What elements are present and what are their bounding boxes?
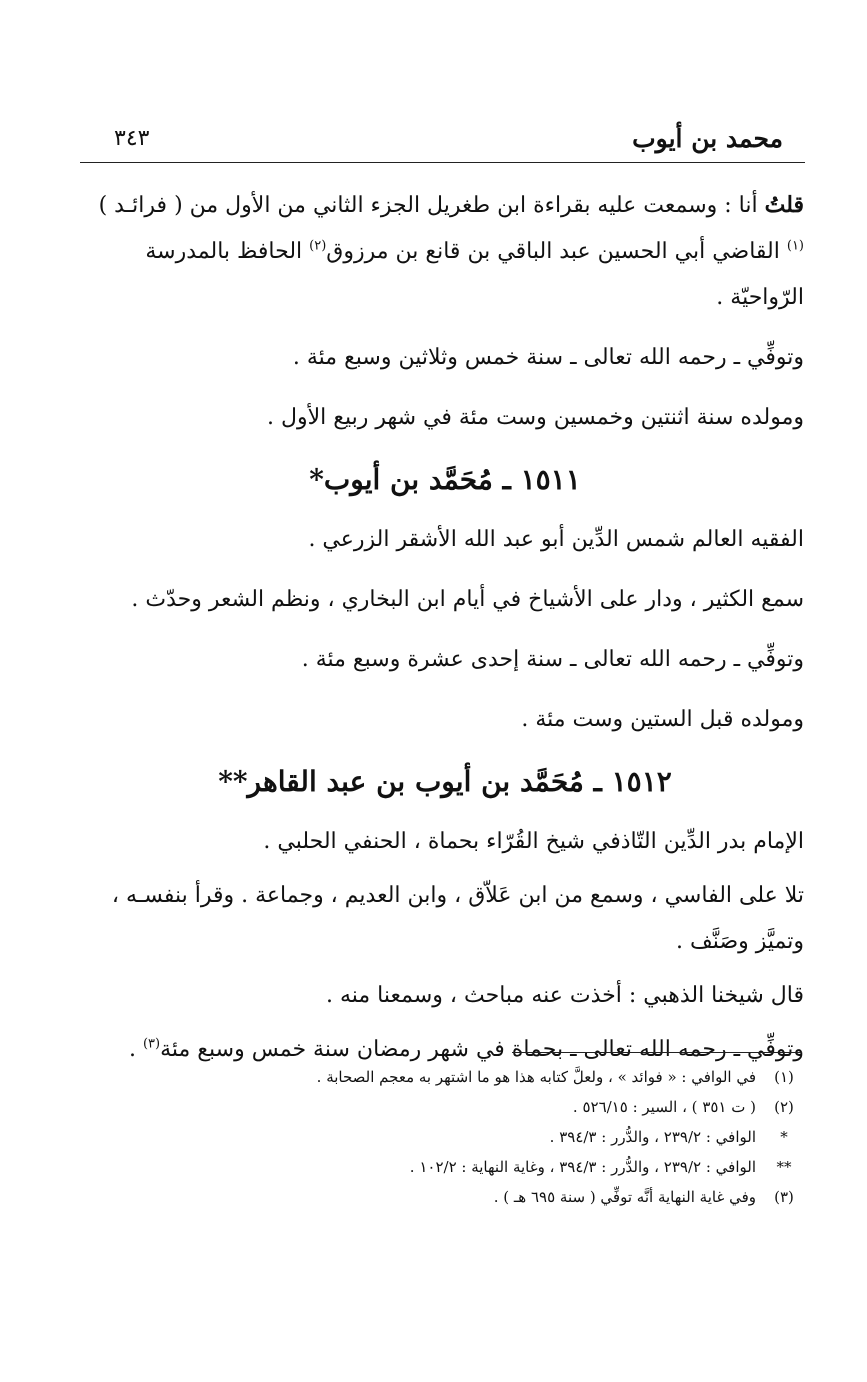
entry-1512-paragraph-4-text: وتوفِّي ـ رحمه الله تعالى ـ بحماة في شهر رمضان سنة خمس وسبع مئة <box>160 1037 804 1062</box>
footnote-item <box>200 1096 800 1118</box>
footnote-text: ( ت ٣٥١ ) ، السير : ٥٢٦/١٥ . <box>572 1098 756 1116</box>
footnote-ref-2: (٢) <box>309 238 327 254</box>
footnotes <box>200 1066 800 1216</box>
footnote-mark: (١) <box>774 1068 794 1086</box>
footnote-text: وفي غاية النهاية أنَّه توفِّي ( سنة ٦٩٥ هـ ) . <box>493 1188 756 1206</box>
footnote-mark: * <box>780 1128 788 1146</box>
footnote-item <box>200 1066 800 1088</box>
intro-paragraph-1-text: أنا : وسمعت عليه بقراءة ابن طغريل الجزء الثاني من الأول من ( فرائـد ) <box>98 193 765 218</box>
intro-paragraph-1-line2b: الحافظ بالمدرسة الرّواحيّة . <box>145 239 804 310</box>
entry-1512-paragraph-4-end: . <box>128 1037 143 1062</box>
intro-paragraph-1-line2a: القاضي أبي الحسين عبد الباقي بن قانع بن مرزوق <box>326 239 787 264</box>
intro-paragraph-1 <box>86 182 804 321</box>
footnote-text: في الوافي : « فوائد » ، ولعلَّ كتابه هذا هو ما اشتهر به معجم الصحابة . <box>316 1068 756 1086</box>
intro-paragraph-3: ومولده سنة اثنتين وخمسين وست مئة في شهر ربيع الأول . <box>266 405 804 430</box>
main-text <box>86 182 804 1081</box>
intro-paragraph-2: وتوفِّي ـ رحمه الله تعالى ـ سنة خمس وثلاثين وسبع مئة . <box>292 345 804 370</box>
footnote-text: الوافي : ٢٣٩/٢ ، والدُّرر : ٣٩٤/٣ . <box>549 1128 756 1146</box>
entry-1512-paragraph-1: الإمام بدر الدِّين التّاذفي شيخ القُرّاء بحماة ، الحنفي الحلبي . <box>263 829 804 854</box>
footnote-mark: ** <box>776 1158 792 1176</box>
footnote-mark: (٢) <box>774 1098 794 1116</box>
footnote-mark: (٣) <box>774 1188 794 1206</box>
footnote-divider <box>512 1052 802 1053</box>
entry-1512-paragraph-3: قال شيخنا الذهبي : أخذت عنه مباحث ، وسمعنا منه . <box>325 983 804 1008</box>
footnote-text: الوافي : ٢٣٩/٢ ، والدُّرر : ٣٩٤/٣ ، وغاية النهاية : ١٠٢/٢ . <box>409 1158 756 1176</box>
qultu-word: قلتُ <box>764 192 804 218</box>
page-number: ٣٤٣ <box>114 126 150 151</box>
footnote-item <box>200 1156 800 1178</box>
entry-1511-paragraph-1: الفقيه العالم شمس الدِّين أبو عبد الله الأشقر الزرعي . <box>308 527 804 552</box>
entry-1512-heading: ١٥١٢ ـ مُحَمَّد بن أيوب بن عبد القاهر** <box>218 765 672 798</box>
entry-1511-paragraph-2: سمع الكثير ، ودار على الأشياخ في أيام ابن البخاري ، ونظم الشعر وحدّث . <box>131 587 804 612</box>
footnote-ref-1: (١) <box>786 238 804 254</box>
footnote-item <box>200 1186 800 1208</box>
entry-1511-heading: ١٥١١ ـ مُحَمَّد بن أيوب* <box>309 463 581 496</box>
entry-1511-paragraph-4: ومولده قبل الستين وست مئة . <box>521 707 804 732</box>
entry-1512-paragraph-2: تلا على الفاسي ، وسمع من ابن عَلاّق ، وابن العديم ، وجماعة . وقرأ بنفسـه ، وتميَّز وصَنَّف . <box>111 883 804 954</box>
running-header <box>80 118 805 163</box>
running-title: محمد بن أيوب <box>632 124 783 153</box>
footnote-item <box>200 1126 800 1148</box>
footnote-ref-3: (٣) <box>142 1036 161 1052</box>
entry-1511-paragraph-3: وتوفِّي ـ رحمه الله تعالى ـ سنة إحدى عشرة وسبع مئة . <box>301 647 804 672</box>
